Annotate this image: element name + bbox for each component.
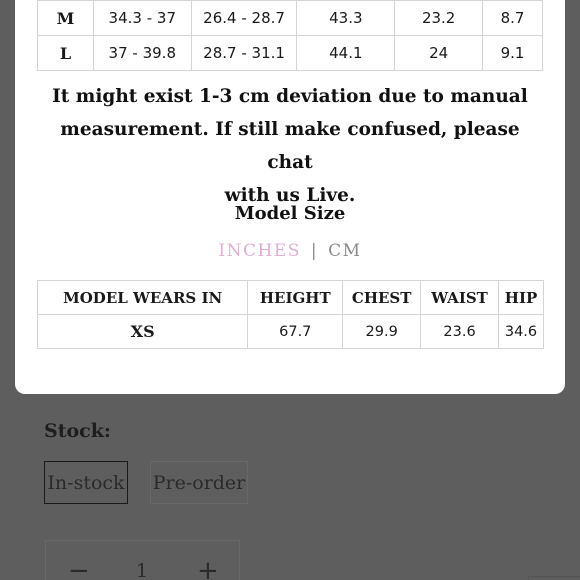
model-size-title: Model Size (234, 203, 346, 224)
table-cell: 24 (395, 36, 483, 71)
table-cell: 23.2 (395, 1, 483, 36)
option-in-stock[interactable]: In-stock (44, 461, 128, 504)
table-cell: 43.3 (297, 1, 395, 36)
table-cell: 23.6 (421, 315, 499, 349)
measurement-note (35, 80, 545, 212)
unit-separator: | (310, 241, 319, 261)
table-cell: 26.4 - 28.7 (191, 1, 297, 36)
table-row (38, 1, 543, 36)
note-line: with us Live. (224, 185, 356, 206)
table-row (38, 36, 543, 71)
increase-quantity-button[interactable]: + (197, 556, 219, 580)
size-cell: M (38, 1, 94, 36)
table-cell: 34.3 - 37 (93, 1, 191, 36)
unit-cm-tab[interactable]: CM (328, 241, 362, 261)
size-guide-modal (15, 0, 565, 394)
note-line: measurement. If still make confused, please chat (60, 119, 520, 173)
stock-label: Stock: (44, 420, 111, 442)
table-cell: 28.7 - 31.1 (191, 36, 297, 71)
table-cell: 8.7 (483, 1, 543, 36)
table-cell: 67.7 (248, 315, 343, 349)
column-header: CHEST (343, 281, 421, 315)
table-cell: 34.6 (499, 315, 544, 349)
table-cell: 37 - 39.8 (93, 36, 191, 71)
table-cell: 9.1 (483, 36, 543, 71)
size-cell: L (38, 36, 94, 71)
column-header: HIP (499, 281, 544, 315)
note-line: It might exist 1-3 cm deviation due to manual (52, 86, 528, 107)
quantity-value[interactable]: 1 (136, 560, 149, 580)
decrease-quantity-button[interactable]: − (68, 556, 90, 580)
model-size-table (37, 280, 544, 349)
table-cell: 29.9 (343, 315, 421, 349)
option-pre-order[interactable]: Pre-order (150, 461, 248, 504)
column-header: MODEL WEARS IN (38, 281, 248, 315)
column-header: WAIST (421, 281, 499, 315)
unit-inches-tab[interactable]: INCHES (218, 241, 301, 261)
size-chart-table (37, 0, 543, 71)
column-header: HEIGHT (248, 281, 343, 315)
model-size-cell: XS (38, 315, 248, 349)
table-cell: 44.1 (297, 36, 395, 71)
table-row (38, 315, 544, 349)
table-header-row (38, 281, 544, 315)
unit-toggle (15, 241, 565, 261)
add-to-cart-button[interactable] (528, 576, 580, 580)
